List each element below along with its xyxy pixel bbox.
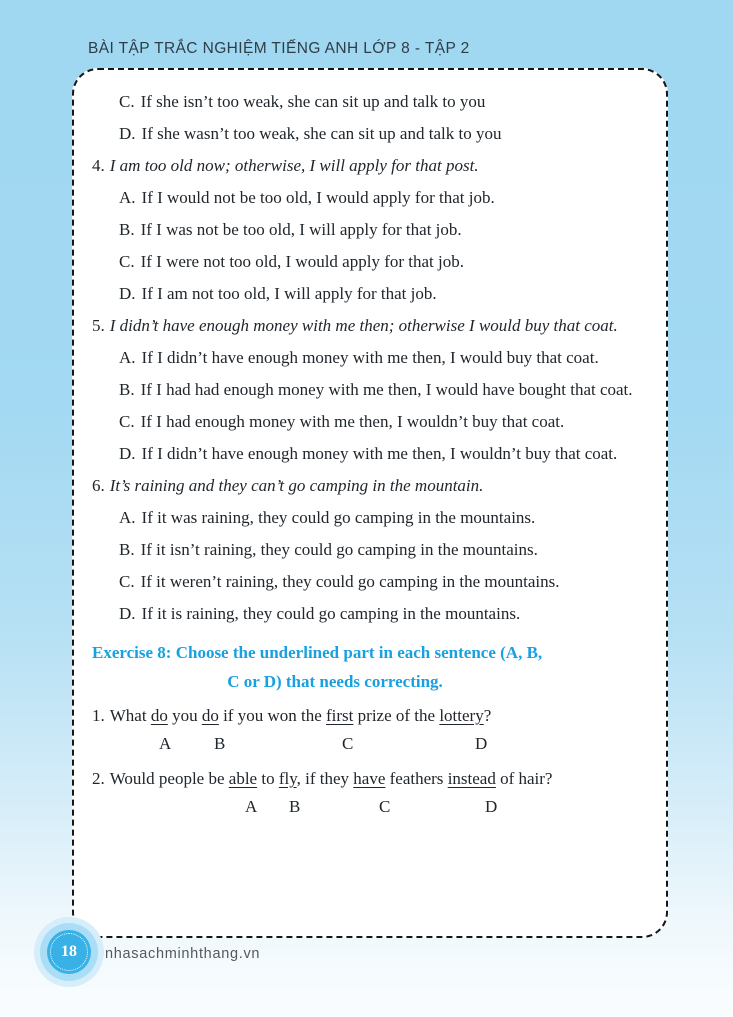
page-number-badge bbox=[47, 930, 91, 974]
underlined-segment: first bbox=[326, 706, 354, 725]
answer-option bbox=[92, 278, 648, 310]
answer-letter: B bbox=[289, 797, 301, 816]
answer-option bbox=[92, 598, 648, 630]
answer-letter: A bbox=[245, 797, 258, 816]
answer-option bbox=[92, 246, 648, 278]
question-number: 5. bbox=[92, 316, 105, 335]
option-text: If I was not be too old, I will apply for that job. bbox=[140, 220, 462, 239]
option-label: D. bbox=[119, 444, 136, 463]
question-number: 4. bbox=[92, 156, 105, 175]
question-prompt bbox=[92, 310, 648, 342]
answer-letter: B bbox=[214, 734, 226, 753]
correction-question bbox=[92, 700, 648, 732]
question-prompt bbox=[92, 470, 648, 502]
question-number: 2. bbox=[92, 769, 105, 788]
option-label: A. bbox=[119, 348, 136, 367]
option-label: B. bbox=[119, 540, 135, 559]
text-segment: Would people be bbox=[109, 769, 229, 788]
book-title: BÀI TẬP TRẮC NGHIỆM TIẾNG ANH LỚP 8 - TẬP 2 bbox=[88, 40, 470, 57]
question-prompt bbox=[92, 150, 648, 182]
answer-option bbox=[92, 86, 648, 118]
option-label: C. bbox=[119, 92, 135, 111]
option-label: C. bbox=[119, 572, 135, 591]
option-label: B. bbox=[119, 380, 135, 399]
text-segment: of hair? bbox=[495, 769, 553, 788]
answer-option bbox=[92, 182, 648, 214]
text-segment: if you won the bbox=[218, 706, 327, 725]
text-segment: feathers bbox=[385, 769, 448, 788]
answer-letter: C bbox=[342, 734, 354, 753]
text-segment: ? bbox=[483, 706, 492, 725]
option-text: If she wasn’t too weak, she can sit up and talk to you bbox=[141, 124, 502, 143]
option-text: If it is raining, they could go camping in the mountains. bbox=[141, 604, 521, 623]
answer-letter: A bbox=[159, 734, 172, 753]
option-label: D. bbox=[119, 604, 136, 623]
option-text: If I didn’t have enough money with me then, I wouldn’t buy that coat. bbox=[141, 444, 618, 463]
text-segment: to bbox=[257, 769, 279, 788]
prompt-text: I am too old now; otherwise, I will apply for that post. bbox=[109, 156, 479, 175]
answer-option bbox=[92, 214, 648, 246]
underlined-segment: have bbox=[353, 769, 386, 788]
answer-letter: D bbox=[485, 797, 498, 816]
option-label: A. bbox=[119, 188, 136, 207]
answer-letter-row bbox=[92, 795, 648, 822]
underlined-segment: do bbox=[150, 706, 168, 725]
option-label: C. bbox=[119, 412, 135, 431]
question-number: 1. bbox=[92, 706, 105, 725]
text-segment: What bbox=[109, 706, 151, 725]
text-segment: prize of the bbox=[353, 706, 440, 725]
option-text: If it weren’t raining, they could go camping in the mountains. bbox=[140, 572, 560, 591]
prompt-text: I didn’t have enough money with me then; otherwise I would buy that coat. bbox=[109, 316, 618, 335]
answer-letter-row bbox=[92, 732, 648, 759]
underlined-segment: instead bbox=[447, 769, 496, 788]
correction-question bbox=[92, 763, 648, 795]
underlined-segment: able bbox=[228, 769, 258, 788]
answer-option bbox=[92, 118, 648, 150]
option-text: If I had enough money with me then, I wouldn’t buy that coat. bbox=[140, 412, 565, 431]
prompt-text: It’s raining and they can’t go camping in the mountain. bbox=[109, 476, 484, 495]
option-text: If she isn’t too weak, she can sit up and talk to you bbox=[140, 92, 486, 111]
page-number: 18 bbox=[61, 943, 77, 960]
option-text: If I would not be too old, I would apply for that job. bbox=[141, 188, 495, 207]
option-text: If it was raining, they could go camping in the mountains. bbox=[141, 508, 536, 527]
website-url: nhasachminhthang.vn bbox=[105, 946, 261, 962]
answer-option bbox=[92, 502, 648, 534]
underlined-segment: fly bbox=[278, 769, 297, 788]
option-text: If I were not too old, I would apply for that job. bbox=[140, 252, 464, 271]
option-label: D. bbox=[119, 124, 136, 143]
answer-option bbox=[92, 406, 648, 438]
option-text: If it isn’t raining, they could go camping in the mountains. bbox=[140, 540, 538, 559]
answer-letter: D bbox=[475, 734, 488, 753]
underlined-segment: do bbox=[201, 706, 219, 725]
content-box bbox=[72, 68, 668, 938]
answer-option bbox=[92, 534, 648, 566]
text-segment: , if they bbox=[296, 769, 354, 788]
answer-option bbox=[92, 438, 648, 470]
option-label: A. bbox=[119, 508, 136, 527]
option-label: B. bbox=[119, 220, 135, 239]
exercise-heading-line2: C or D) that needs correcting. bbox=[227, 672, 443, 691]
answer-letter: C bbox=[379, 797, 391, 816]
exercise-heading bbox=[92, 638, 648, 696]
text-segment: you bbox=[167, 706, 202, 725]
answer-option bbox=[92, 342, 648, 374]
answer-option bbox=[92, 374, 648, 406]
option-text: If I am not too old, I will apply for that job. bbox=[141, 284, 437, 303]
option-label: D. bbox=[119, 284, 136, 303]
option-label: C. bbox=[119, 252, 135, 271]
exercise-heading-line1: Exercise 8: Choose the underlined part in each sentence (A, B, bbox=[92, 643, 543, 662]
answer-option bbox=[92, 566, 648, 598]
option-text: If I had had enough money with me then, I would have bought that coat. bbox=[140, 380, 633, 399]
underlined-segment: lottery bbox=[439, 706, 484, 725]
question-number: 6. bbox=[92, 476, 105, 495]
option-text: If I didn’t have enough money with me then, I would buy that coat. bbox=[141, 348, 599, 367]
